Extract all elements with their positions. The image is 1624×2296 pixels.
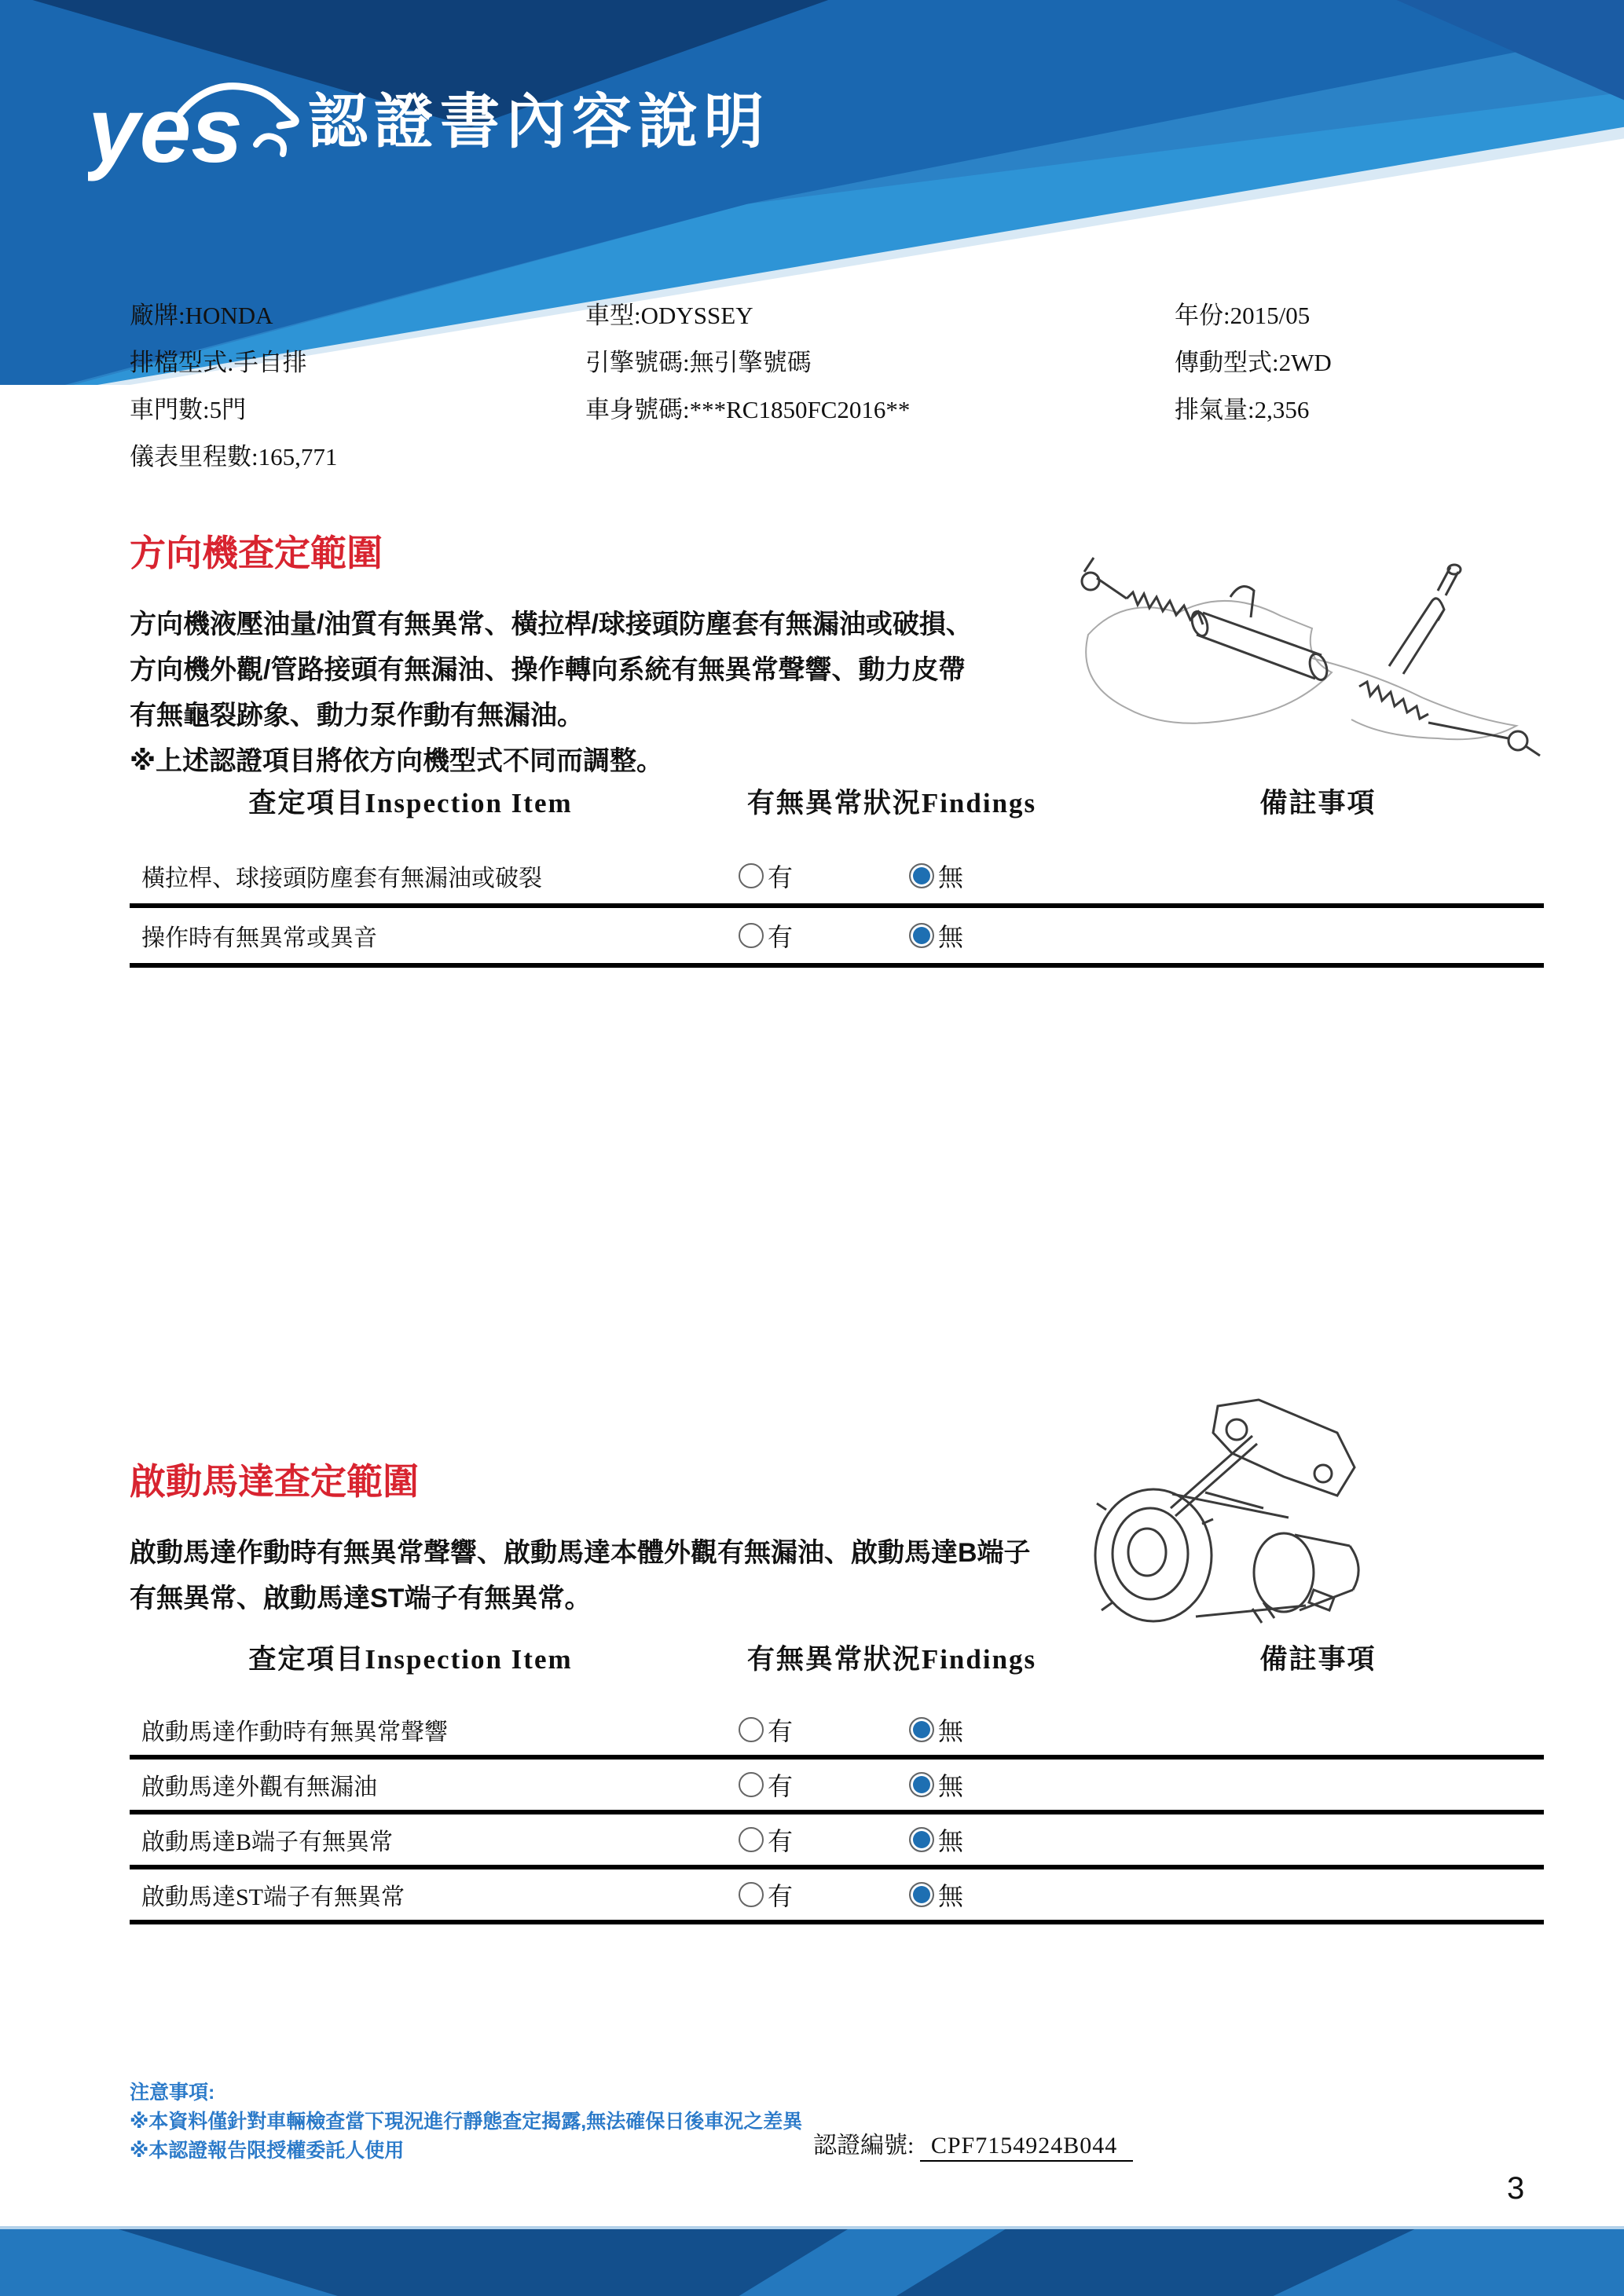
radio-yes-label: 有	[768, 1772, 794, 1800]
section-starter-description	[130, 1530, 1031, 1621]
starter-inspection-table	[130, 1638, 1544, 1924]
radio-yes[interactable]	[739, 1772, 764, 1797]
table-row	[130, 1760, 1544, 1814]
desc-line: 方向機液壓油量/油質有無異常、橫拉桿/球接頭防塵套有無漏油或破損、	[130, 610, 973, 639]
table-row	[130, 848, 1544, 908]
radio-yes[interactable]	[739, 1827, 764, 1852]
radio-group-yes	[739, 1822, 793, 1858]
steering-inspection-table	[130, 782, 1544, 968]
radio-group-yes	[739, 1877, 793, 1913]
radio-no-label: 無	[938, 1772, 964, 1800]
inspection-item: 啟動馬達作動時有無異常聲響	[141, 1719, 448, 1745]
notice-title: 注意事項:	[130, 2082, 215, 2104]
table-row	[130, 1869, 1544, 1924]
radio-group-yes	[739, 917, 793, 954]
radio-no-selected[interactable]	[909, 863, 934, 888]
table-row	[130, 1814, 1544, 1869]
radio-yes[interactable]	[739, 923, 764, 948]
radio-group-yes	[739, 1712, 793, 1748]
radio-group-no	[909, 1877, 963, 1913]
logo-wordmark: yes	[88, 79, 243, 182]
certificate-number-line	[813, 2126, 1133, 2160]
field-transmission-type: 排檔型式:手自排	[130, 349, 307, 376]
inspection-item: 操作時有無異常或異音	[141, 925, 377, 951]
field-brand: 廠牌:HONDA	[130, 302, 273, 329]
col-header-item: 查定項目Inspection Item	[248, 1644, 573, 1675]
footer-band	[0, 2229, 1624, 2296]
radio-group-no	[909, 917, 963, 954]
inspection-item: 啟動馬達B端子有無異常	[141, 1829, 394, 1855]
radio-yes-label: 有	[768, 1717, 794, 1745]
radio-yes[interactable]	[739, 863, 764, 888]
col-header-findings: 有無異常狀況Findings	[746, 788, 1037, 818]
field-year: 年份:2015/05	[1175, 302, 1311, 329]
radio-no-label: 無	[938, 923, 964, 951]
col-header-remarks: 備註事項	[1259, 1644, 1377, 1675]
radio-no-selected[interactable]	[909, 1717, 934, 1742]
radio-group-no	[909, 1712, 963, 1748]
certificate-number-label: 認證編號:	[813, 2133, 915, 2159]
field-odometer: 儀表里程數:165,771	[130, 443, 338, 471]
table-header-row	[130, 1638, 1544, 1705]
section-steering-description	[130, 602, 973, 784]
field-displacement: 排氣量:2,356	[1175, 396, 1310, 423]
radio-no-selected[interactable]	[909, 1827, 934, 1852]
radio-no-label: 無	[938, 1827, 964, 1855]
field-drivetrain: 傳動型式:2WD	[1175, 349, 1332, 376]
notice-block	[130, 2078, 802, 2166]
col-header-item: 查定項目Inspection Item	[248, 788, 573, 818]
desc-line: 方向機外觀/管路接頭有無漏油、操作轉向系統有無異常聲響、動力皮帶	[130, 655, 966, 685]
inspection-item: 橫拉桿、球接頭防塵套有無漏油或破裂	[141, 866, 542, 892]
table-row	[130, 908, 1544, 968]
radio-no-label: 無	[938, 1882, 964, 1910]
vehicle-info-col2	[585, 292, 910, 434]
radio-no-selected[interactable]	[909, 1772, 934, 1797]
table-row	[130, 1705, 1544, 1760]
radio-no-label: 無	[938, 1717, 964, 1745]
radio-yes-label: 有	[768, 1827, 794, 1855]
vehicle-info-col3	[1175, 292, 1332, 434]
page-title: 認證書內容說明	[308, 89, 770, 156]
radio-group-yes	[739, 1767, 793, 1803]
steering-rack-illustration	[1045, 540, 1571, 760]
col-header-findings: 有無異常狀況Findings	[746, 1644, 1037, 1675]
col-header-remarks: 備註事項	[1259, 788, 1377, 818]
page-number: 3	[1507, 2171, 1525, 2206]
vehicle-info-col1	[130, 292, 337, 481]
table-header-row	[130, 782, 1544, 848]
radio-no-selected[interactable]	[909, 923, 934, 948]
notice-line: ※本資料僅針對車輛檢查當下現況進行靜態查定揭露,無法確保日後車況之差異	[130, 2111, 803, 2133]
field-door-count: 車門數:5門	[130, 396, 247, 423]
desc-line: 啟動馬達作動時有無異常聲響、啟動馬達本體外觀有無漏油、啟動馬達B端子	[130, 1538, 1031, 1568]
inspection-item: 啟動馬達外觀有無漏油	[141, 1774, 377, 1800]
field-vin: 車身號碼:***RC1850FC2016**	[585, 396, 911, 423]
section-starter-title: 啟動馬達查定範圍	[130, 1461, 419, 1502]
section-steering-note: ※上述認證項目將依方向機型式不同而調整。	[130, 746, 664, 776]
inspection-item: 啟動馬達ST端子有無異常	[141, 1884, 405, 1910]
starter-motor-illustration	[1078, 1392, 1400, 1639]
certificate-number-value: CPF7154924B044	[920, 2133, 1133, 2162]
radio-yes[interactable]	[739, 1882, 764, 1907]
radio-group-no	[909, 1767, 963, 1803]
field-engine-number: 引擎號碼:無引擎號碼	[585, 349, 812, 376]
yes-logo	[88, 52, 302, 190]
radio-group-no	[909, 1822, 963, 1858]
desc-line: 有無異常、啟動馬達ST端子有無異常。	[130, 1584, 592, 1613]
field-model: 車型:ODYSSEY	[585, 302, 753, 329]
radio-group-yes	[739, 858, 793, 894]
radio-yes-label: 有	[768, 863, 794, 892]
radio-yes-label: 有	[768, 923, 794, 951]
radio-no-label: 無	[938, 863, 964, 892]
radio-yes[interactable]	[739, 1717, 764, 1742]
notice-line: ※本認證報告限授權委託人使用	[130, 2140, 405, 2162]
radio-yes-label: 有	[768, 1882, 794, 1910]
radio-group-no	[909, 858, 963, 894]
footer-pale-strip	[0, 2226, 1624, 2229]
radio-no-selected[interactable]	[909, 1882, 934, 1907]
desc-line: 有無龜裂跡象、動力泵作動有無漏油。	[130, 701, 584, 731]
section-steering-title: 方向機查定範圍	[130, 533, 383, 573]
